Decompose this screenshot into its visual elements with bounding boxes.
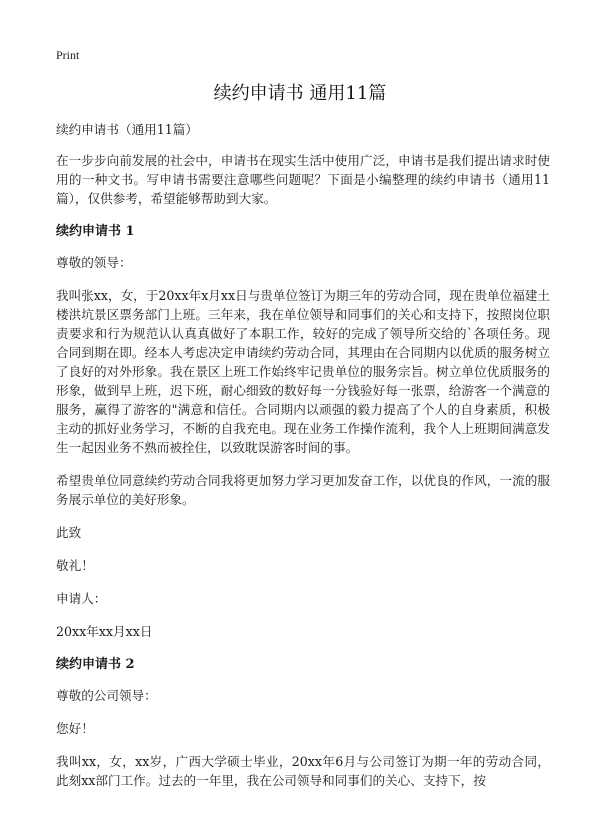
applicant-label: 申请人： <box>56 591 107 606</box>
section-heading-1: 续约申请书 1 <box>56 224 135 239</box>
body-paragraph: 我叫xx，女，xx岁，广西大学硕士毕业，20xx年6月与公司签订为期一年的劳动合同，此刻xx部门工作。过去的一年里，我在公司领导和同事们的关心、支持下，按 <box>56 754 550 788</box>
document-body <box>56 120 550 804</box>
section-heading-2: 续约申请书 2 <box>56 657 135 672</box>
date-line: 20xx年xx月xx日 <box>56 624 153 639</box>
page-title: 续约申请书 通用11篇 <box>213 83 387 104</box>
body-paragraph: 希望贵单位同意续约劳动合同我将更加努力学习更加发奋工作，以优良的作风，一流的服务展示单位的美好形象。 <box>56 473 550 507</box>
greeting: 您好！ <box>56 721 94 736</box>
document-subtitle: 续约申请书（通用11篇） <box>56 122 198 137</box>
salutation: 尊敬的领导： <box>56 255 132 270</box>
body-paragraph: 我叫张xx，女，于20xx年x月xx日与贵单位签订为期三年的劳动合同，现在贵单位福建土楼洪坑景区票务部门上班。三年来，我在单位领导和同事们的关心和支持下，按照岗位职责要求和行为规范认认真真做好了本职工作，较好的完成了领导所交给的`各项任务。现合同到期在即。经本人考虑决定申请续约劳动合同，其理由在合同期内以优质的服务树立了良好的对外形象。我在景区上班工作始终牢记贵单位的服务宗旨。树立单位优质服务的形象，做到早上班，迟下班，耐心细致的数好每一分钱验好每一张票，给游客一个满意的服务，赢得了游客的"满意和信任。合同期内以顽强的毅力提高了个人的自身素质，积极主动的抓好业务学习，不断的自我充电。现在业务工作操作流利，我个人上班期间满意发生一起因业务不熟而被拴住，以致耽误游客时间的事。 <box>56 288 550 455</box>
salutation: 尊敬的公司领导： <box>56 688 157 703</box>
intro-paragraph: 在一步步向前发展的社会中，申请书在现实生活中使用广泛，申请书是我们提出请求时使用的一种文书。写申请书需要注意哪些问题呢？下面是小编整理的续约申请书（通用11篇），仅供参考，希望能够帮助到大家。 <box>56 153 550 206</box>
closing-line: 此致 <box>56 525 82 540</box>
print-link[interactable]: Print <box>56 48 80 62</box>
closing-line: 敬礼！ <box>56 558 94 573</box>
